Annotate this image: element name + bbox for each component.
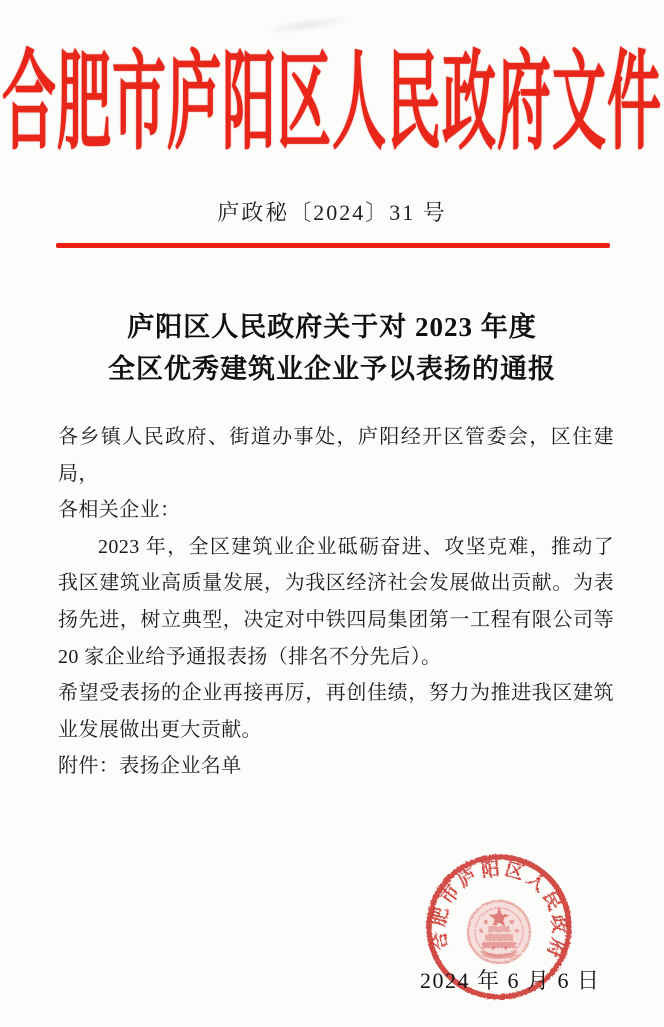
body-paragraph: 2023 年，全区建筑业企业砥砺奋进、攻坚克难，推动了我区建筑业高质量发展，为我区经济社会发展做出贡献。为表扬先进，树立典型，决定对中铁四局集团第一工程有限公司等 20 家企业给予通报表扬（排名不分先后）。 xyxy=(58,535,614,668)
issue-date: 2024 年 6 月 6 日 xyxy=(420,968,601,993)
document-title xyxy=(0,306,664,390)
attachment-note: 附件：表扬企业名单 xyxy=(58,755,242,778)
document-title-line2: 全区优秀建筑业企业予以表扬的通报 xyxy=(108,354,556,384)
document-body xyxy=(58,419,614,785)
letterhead-title: 合肥市庐阳区人民政府文件 xyxy=(2,43,662,163)
salutation-line: 各乡镇人民政府、街道办事处，庐阳经开区管委会，区住建局， xyxy=(58,426,614,485)
document-title-line1: 庐阳区人民政府关于对 2023 年度 xyxy=(127,312,537,342)
body-paragraph: 希望受表扬的企业再接再厉，再创佳绩，努力为推进我区建筑业发展做出更大贡献。 xyxy=(58,682,614,741)
national-emblem-icon xyxy=(468,901,530,963)
seal-ring-text: 合肥市庐阳区人民政府 xyxy=(429,859,569,964)
salutation-line: 各相关企业： xyxy=(58,499,181,522)
red-divider-rule xyxy=(56,243,610,248)
scan-smudge xyxy=(261,12,352,38)
document-number: 庐政秘〔2024〕31 号 xyxy=(217,200,447,225)
